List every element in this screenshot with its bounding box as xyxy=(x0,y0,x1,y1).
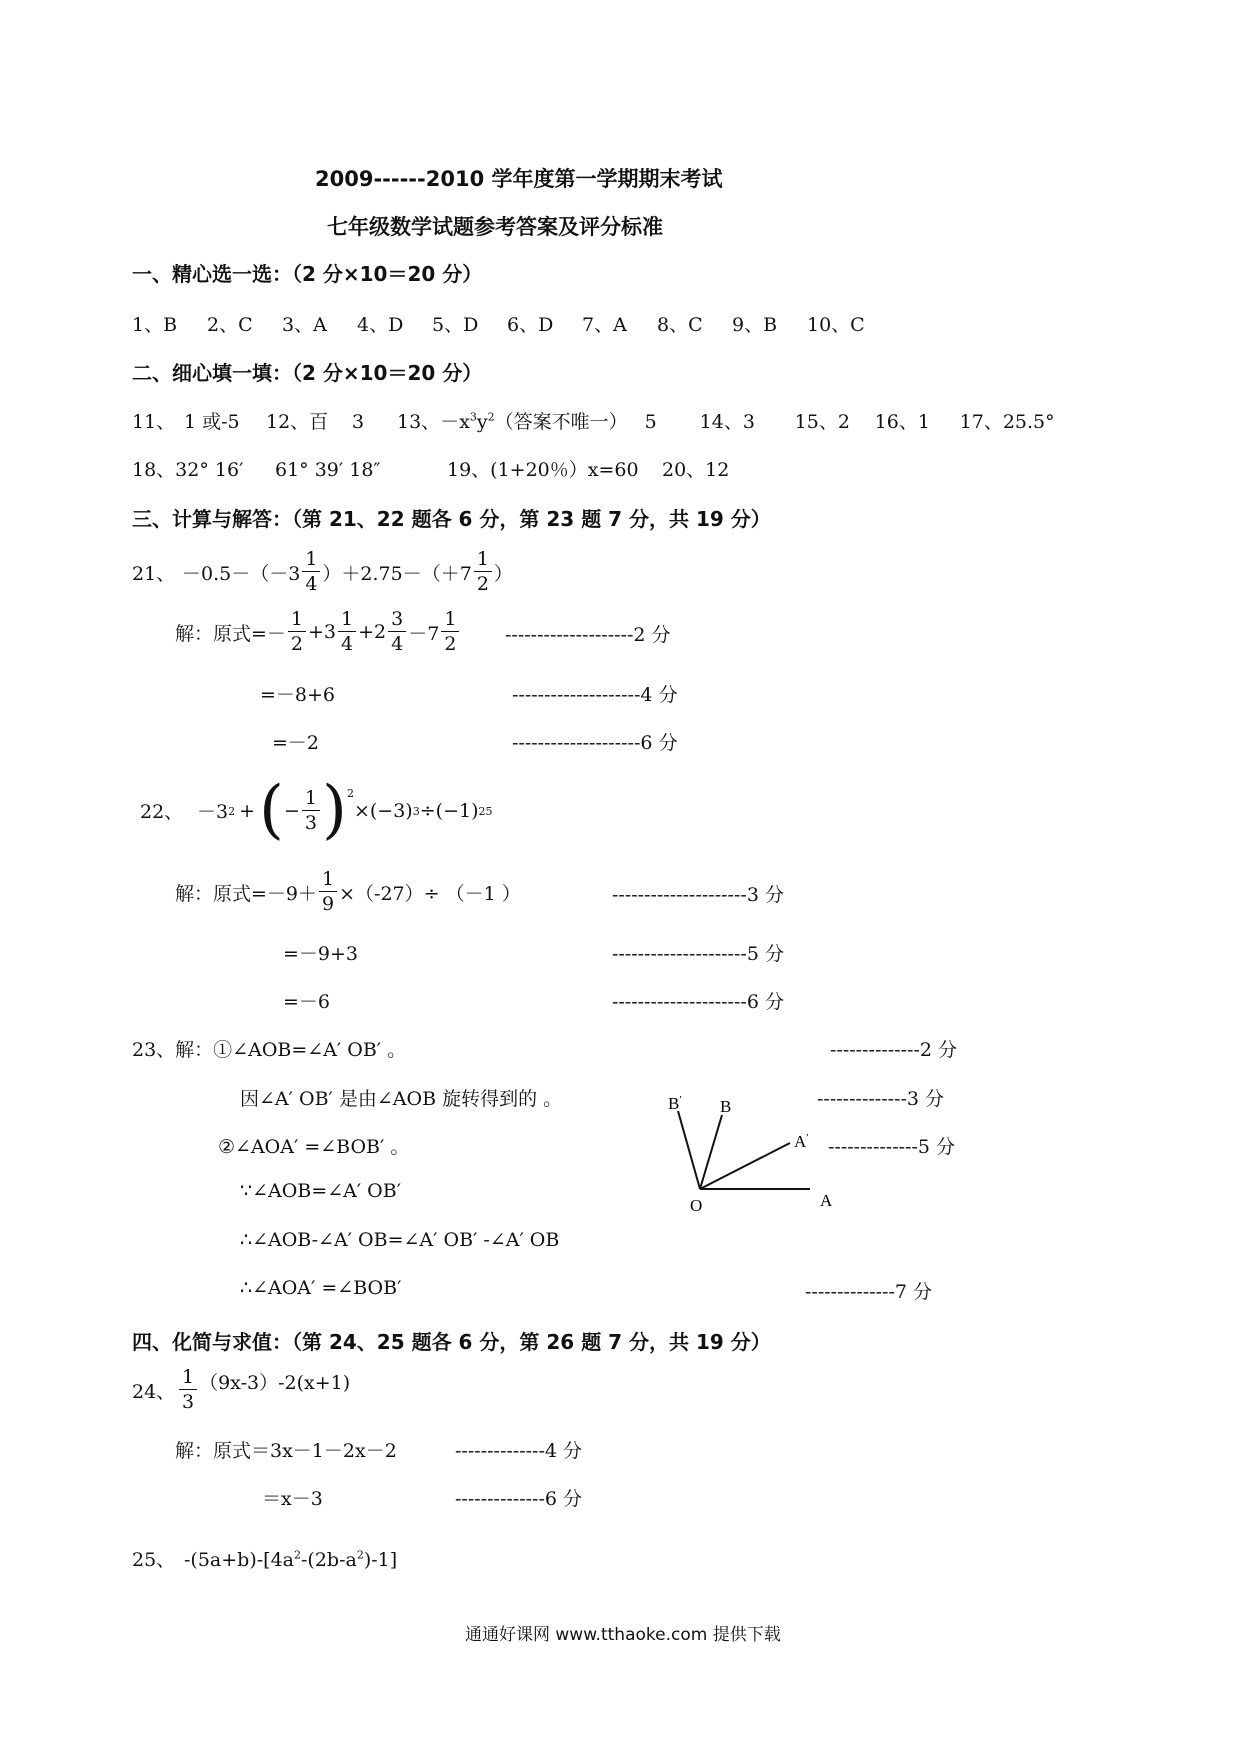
q22-fraction: $\frac{1}{3}$ xyxy=(302,789,320,833)
fill-q14-answer: 14、3 xyxy=(699,411,755,433)
q21-score-1: --------------------2 分 xyxy=(505,624,671,646)
q23-score-2: --------------3 分 xyxy=(817,1088,945,1110)
fill-q17-answer: 17、25.5° xyxy=(959,411,1055,433)
choice-answer-4: 4、D xyxy=(357,314,404,336)
q25-num: 25、 xyxy=(132,1549,176,1571)
q24-score-1: --------------4 分 xyxy=(455,1440,583,1462)
label-a-prime: A′ xyxy=(794,1132,809,1151)
q23-line-2: 因∠A′ OB′ 是由∠AOB 旋转得到的 。 xyxy=(240,1088,563,1110)
choice-answer-5: 5、D xyxy=(432,314,479,336)
q22-sol-rest: ×（-27）÷ （－1 ） xyxy=(339,882,521,905)
q21-sol-fraction-3: $\frac{3}{4}$ xyxy=(388,610,406,654)
doc-title: 2009------2010 学年度第一学期期末考试 xyxy=(315,167,723,191)
q21-solution-line-1 xyxy=(175,610,461,654)
choice-answer-8: 8、C xyxy=(657,314,703,336)
choice-answers xyxy=(132,310,867,337)
ray-oa-prime xyxy=(700,1143,790,1189)
q21-sol-term-4: －7 xyxy=(408,622,440,645)
q25-part-1: -(5a+b)-[4a xyxy=(184,1549,294,1571)
q23-score-3: --------------5 分 xyxy=(828,1136,956,1158)
q21-score-2: --------------------4 分 xyxy=(512,684,678,706)
section-heading-2: 二、细心填一填：（2 分×10＝20 分） xyxy=(132,361,483,385)
q21-fraction-1: $\frac{1}{4}$ xyxy=(302,550,320,594)
q22-score-3: ---------------------6 分 xyxy=(612,991,784,1013)
q25-exp-1: 2 xyxy=(294,1548,301,1562)
q24-step-1: 解：原式＝3x－1－2x－2 xyxy=(175,1440,397,1462)
page-footer: 通通好课网 www.tthaoke.com 提供下载 xyxy=(465,1625,781,1645)
q22-right-paren: ) xyxy=(322,773,347,847)
fill-q13-expr: $-x^3y^2$ xyxy=(440,410,495,433)
q21-score-3: --------------------6 分 xyxy=(512,732,678,754)
q23-line-3: ②∠AOA′ =∠BOB′ 。 xyxy=(218,1136,410,1158)
fill-q11-num: 11、 xyxy=(132,411,176,433)
q22-score-1: ---------------------3 分 xyxy=(612,884,784,906)
fill-q13-note: （答案不唯一） xyxy=(494,411,628,433)
q25-part-2: -(2b-a xyxy=(301,1549,357,1571)
angle-rotation-figure xyxy=(650,1085,860,1220)
q25-problem xyxy=(132,1545,397,1572)
choice-answer-3: 3、A xyxy=(282,314,327,336)
q23-score-4: --------------7 分 xyxy=(805,1281,933,1303)
fill-q16-answer: 16、1 xyxy=(874,411,930,433)
q21-sol-term-2: +3 xyxy=(308,621,337,643)
q21-num: 21、 xyxy=(132,562,176,585)
q22-sol-fraction: $\frac{1}{9}$ xyxy=(319,870,337,914)
q22-step-2: =－9+3 xyxy=(283,943,359,965)
choice-answer-2: 2、C xyxy=(207,314,253,336)
label-b-prime: B′ xyxy=(668,1094,682,1113)
fill-q15-answer: 15、2 xyxy=(794,411,850,433)
ray-ob-prime xyxy=(678,1111,700,1189)
doc-subtitle: 七年级数学试题参考答案及评分标准 xyxy=(327,215,663,239)
q21-fraction-2: $\frac{1}{2}$ xyxy=(474,550,492,594)
q22-sol-label: 解：原式=－9＋ xyxy=(175,882,318,905)
q25-part-3: )-1] xyxy=(363,1549,398,1571)
q21-sol-fraction-4: $\frac{1}{2}$ xyxy=(441,610,459,654)
q22-exp-4: 25 xyxy=(478,805,493,818)
q23-line-6: ∴∠AOA′ =∠BOB′ xyxy=(240,1277,402,1299)
q22-left-paren: ( xyxy=(259,773,284,847)
q21-step-2: =－8+6 xyxy=(260,684,336,706)
q21-part-3: ） xyxy=(493,562,513,585)
q21-part-2: ）＋2.75－（＋7 xyxy=(322,562,472,585)
q24-num: 24、 xyxy=(132,1380,176,1403)
fill-q18-extra: 61° 39′ 18″ xyxy=(275,459,381,481)
fill-q13-num: 13、 xyxy=(397,411,441,433)
choice-answer-7: 7、A xyxy=(582,314,627,336)
q22-term-3: ×(−3) xyxy=(353,799,413,822)
q25-exp-2: 2 xyxy=(356,1548,364,1562)
fill-q13-extra: 5 xyxy=(644,411,657,433)
q23-score-1: --------------2 分 xyxy=(830,1039,958,1061)
q21-part-1: －0.5－（－3 xyxy=(182,562,301,585)
fill-answers-line-2 xyxy=(132,455,729,482)
q22-step-3: =－6 xyxy=(283,991,331,1013)
section-heading-1: 一、精心选一选：（2 分×10＝20 分） xyxy=(132,262,483,286)
fill-q20-answer: 20、12 xyxy=(662,459,730,481)
q24-step-2: ＝x－3 xyxy=(262,1488,323,1510)
choice-answer-9: 9、B xyxy=(732,314,778,336)
choice-answer-6: 6、D xyxy=(507,314,554,336)
fill-q12-extra: 3 xyxy=(352,411,365,433)
choice-answer-10: 10、C xyxy=(807,314,865,336)
q24-problem xyxy=(132,1368,350,1412)
q22-term-4: ÷(−1) xyxy=(419,799,479,822)
q22-term-1: －3 xyxy=(197,801,229,824)
q21-sol-fraction-1: $\frac{1}{2}$ xyxy=(288,610,306,654)
q21-sol-fraction-2: $\frac{1}{4}$ xyxy=(338,610,356,654)
fill-answers-line-1 xyxy=(132,407,1055,434)
q22-exp-1: 2 xyxy=(228,805,236,818)
q21-sol-label: 解：原式=－ xyxy=(175,622,286,645)
q23-line-4: ∵∠AOB=∠A′ OB′ xyxy=(240,1180,402,1202)
q21-step-3: =－2 xyxy=(272,732,320,754)
fill-q12-answer: 12、百 xyxy=(266,411,329,433)
q22-solution-line-1 xyxy=(175,870,521,914)
q22-exp-2: 2 xyxy=(346,787,354,800)
q24-expr: （9x-3）-2(x+1) xyxy=(199,1371,351,1394)
choice-answer-1: 1、B xyxy=(132,314,178,336)
fill-q19-answer: 19、(1+20％）x=60 xyxy=(447,459,639,481)
q22-neg: − xyxy=(283,799,300,822)
q21-problem xyxy=(132,550,513,594)
label-b: B xyxy=(720,1097,732,1116)
section-heading-3: 三、计算与解答：（第 21、22 题各 6 分，第 23 题 7 分，共 19 分） xyxy=(132,507,771,531)
q24-fraction: $\frac{1}{3}$ xyxy=(179,1368,197,1412)
label-o: O xyxy=(690,1196,703,1215)
q23-line-5: ∴∠AOB-∠A′ OB=∠A′ OB′ -∠A′ OB xyxy=(240,1229,560,1251)
section-heading-4: 四、化简与求值：（第 24、25 题各 6 分，第 26 题 7 分，共 19 分） xyxy=(132,1330,771,1354)
fill-q11-answer: 1 或-5 xyxy=(184,411,240,433)
fill-q18-answer: 18、32° 16′ xyxy=(132,459,244,481)
q22-problem xyxy=(140,773,493,847)
q22-plus: + xyxy=(239,799,256,822)
q22-exp-3: 3 xyxy=(412,805,420,818)
q22-num: 22、 xyxy=(140,801,184,824)
label-a: A xyxy=(820,1191,833,1210)
ray-ob xyxy=(700,1115,722,1189)
q23-line-1: 23、解：①∠AOB=∠A′ OB′ 。 xyxy=(132,1039,407,1061)
q21-sol-term-3: +2 xyxy=(358,621,387,643)
q22-score-2: ---------------------5 分 xyxy=(612,943,784,965)
q24-score-2: --------------6 分 xyxy=(455,1488,583,1510)
